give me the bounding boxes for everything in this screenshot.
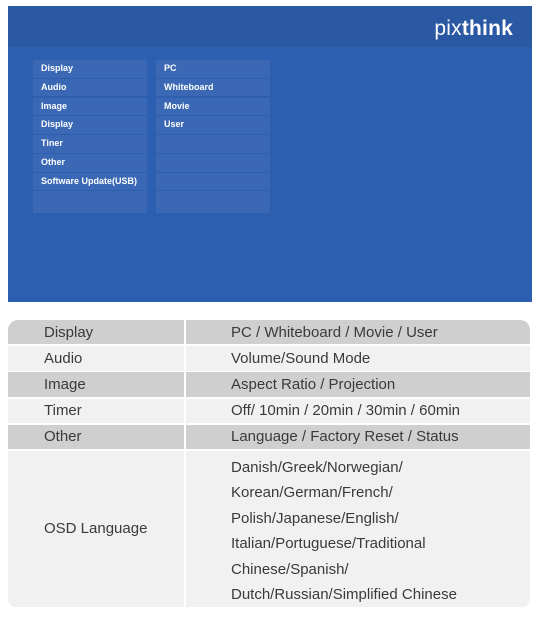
osd-screen — [8, 6, 532, 302]
row-label: Display — [8, 320, 186, 344]
osd-menu-item-audio[interactable]: Audio — [33, 79, 147, 97]
language-list — [186, 451, 530, 607]
osd-submenu-item-whiteboard[interactable]: Whiteboard — [156, 79, 270, 97]
osd-submenu-item-user[interactable]: User — [156, 116, 270, 134]
osd-menu-item-timer[interactable]: Tiner — [33, 135, 147, 153]
row-value: PC / Whiteboard / Movie / User — [231, 323, 438, 341]
language-line: Dutch/Russian/Simplified Chinese — [231, 586, 457, 604]
osd-submenu-item-empty — [156, 154, 270, 172]
osd-menu-item-software-update[interactable]: Software Update(USB) — [33, 173, 147, 191]
osd-menu-item-empty — [33, 191, 147, 213]
row-label: Timer — [8, 399, 186, 423]
row-value: Volume/Sound Mode — [231, 349, 371, 367]
menu-spec-table — [8, 320, 530, 608]
row-value: Aspect Ratio / Projection — [231, 376, 396, 394]
osd-submenu-item-empty — [156, 191, 270, 213]
language-line: Korean/German/French/ — [231, 484, 393, 502]
osd-main-menu — [33, 60, 147, 215]
table-row — [8, 399, 530, 423]
row-value: Off/ 10min / 20min / 30min / 60min — [231, 402, 460, 420]
table-row — [8, 425, 530, 449]
row-label: OSD Language — [8, 451, 186, 607]
row-label: Other — [8, 425, 186, 449]
osd-submenu-item-empty — [156, 135, 270, 153]
row-label: Image — [8, 372, 186, 396]
table-row — [8, 372, 530, 396]
row-label: Audio — [8, 346, 186, 370]
table-row-osd-language — [8, 451, 530, 607]
osd-menu-item-display-2[interactable]: Display — [33, 116, 147, 134]
language-line: Chinese/Spanish/ — [231, 560, 349, 578]
language-line: Italian/Portuguese/Traditional — [231, 535, 426, 553]
row-value: Language / Factory Reset / Status — [231, 428, 459, 446]
osd-submenu-item-pc[interactable]: PC — [156, 60, 270, 78]
language-line: Danish/Greek/Norwegian/ — [231, 458, 403, 476]
osd-menu-item-other[interactable]: Other — [33, 154, 147, 172]
osd-menu-item-image[interactable]: Image — [33, 98, 147, 116]
language-line: Polish/Japanese/English/ — [231, 509, 399, 527]
table-row — [8, 346, 530, 370]
osd-sub-menu — [156, 60, 270, 215]
table-row — [8, 320, 530, 344]
brand-logo: pixthink — [434, 17, 513, 40]
osd-submenu-item-empty — [156, 173, 270, 191]
osd-menu-item-display[interactable]: Display — [33, 60, 147, 78]
osd-submenu-item-movie[interactable]: Movie — [156, 98, 270, 116]
